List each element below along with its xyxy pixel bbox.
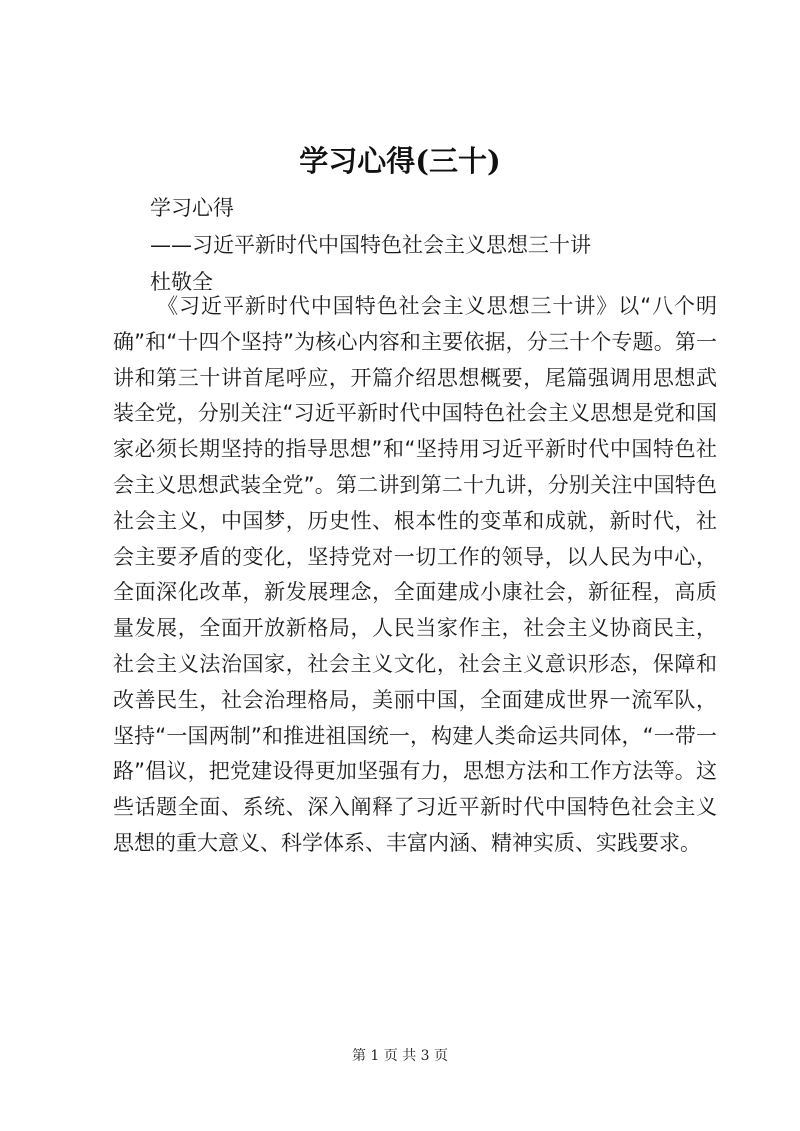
document-author: 杜敬全 [150,270,213,294]
document-subtitle: ——习近平新时代中国特色社会主义思想三十讲 [150,233,591,257]
document-heading: 学习心得 [150,196,234,220]
body-paragraph: 《习近平新时代中国特色社会主义思想三十讲》以“八个明确”和“十四个坚持”为核心内容和主要依据，分三十个专题。第一讲和第三十讲首尾呼应，开篇介绍思想概要，尾篇强调用思想武装全党，分别关注“习近平新时代中国特色社会主义思想是党和国家必须长期坚持的指导思想”和“坚持用习近平新时代中国特色社会主义思想武装全党”。第二讲到第二十九讲，分别关注中国特色社会主义，中国梦，历史性、根本性的变革和成就，新时代，社会主要矛盾的变化，坚持党对一切工作的领导，以人民为中心，全面深化改革，新发展理念，全面建成小康社会，新征程，高质量发展，全面开放新格局，人民当家作主，社会主义协商民主，社会主义法治国家，社会主义文化，社会主义意识形态，保障和改善民生，社会治理格局，美丽中国，全面建成世界一流军队，坚持“一国两制”和推进祖国统一，构建人类命运共同体，“一带一路”倡议，把党建设得更加坚强有力，思想方法和工作方法等。这些话题全面、系统、深入阐释了习近平新时代中国特色社会主义思想的重大意义、科学体系、丰富内涵、精神实质、实践要求。 [113,294,717,855]
document-title: 学习心得(三十) [299,144,501,178]
page-indicator: 第 1 页 共 3 页 [351,1048,449,1064]
